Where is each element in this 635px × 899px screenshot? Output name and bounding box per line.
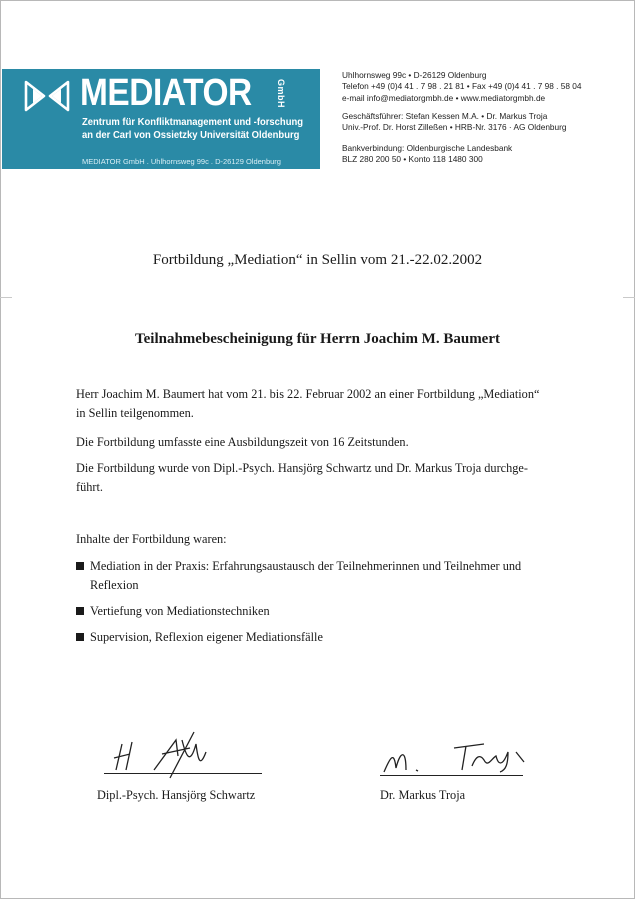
bank-line: Bankverbindung: Oldenburgische Landesbank (342, 143, 513, 153)
square-bullet-icon (76, 633, 84, 641)
signature-line-right (380, 775, 523, 776)
phone-fax-line: Telefon +49 (0)4 41 . 7 98 . 21 81 • Fax +49 (0)4 41 . 7 98 . 58 04 (342, 81, 582, 92)
square-bullet-icon (76, 562, 84, 570)
management-block (342, 111, 567, 134)
paragraph-trainers (76, 459, 586, 497)
tagline-line-2: an der Carl von Ossietzky Universität Oldenburg (82, 128, 300, 141)
fold-mark-right (623, 297, 635, 298)
event-title: Fortbildung „Mediation“ in Sellin vom 21.-22.02.2002 (152, 252, 483, 268)
bank-block (342, 143, 512, 166)
paragraph-participation (76, 385, 586, 423)
brand-suffix: GmbH (276, 79, 286, 108)
list-item-text: Mediation in der Praxis: Erfahrungsaustausch der Teilnehmerinnen und Teilnehmer und (90, 559, 522, 573)
contents-list (76, 557, 576, 654)
list-item (76, 602, 576, 621)
signatory-left: Dipl.-Psych. Hansjörg Schwartz (97, 788, 256, 802)
list-item-text: Vertiefung von Mediationstechniken (90, 604, 270, 618)
address-block (342, 70, 582, 104)
fold-mark-left (0, 297, 12, 298)
signatory-right: Dr. Markus Troja (380, 788, 466, 802)
list-item (76, 557, 576, 595)
address-line: Uhlhornsweg 99c • D-26129 Oldenburg (342, 70, 487, 80)
paragraph-line: Die Fortbildung wurde von Dipl.-Psych. Hansjörg Schwartz und Dr. Markus Troja durchge- (76, 461, 528, 475)
signature-line-left (104, 773, 262, 774)
list-item-text: Reflexion (90, 578, 139, 592)
registry-line: Univ.-Prof. Dr. Horst Zilleßen • HRB-Nr. 3176 · AG Oldenburg (342, 122, 567, 133)
mediator-logo-icon (24, 79, 70, 113)
square-bullet-icon (76, 607, 84, 615)
list-item (76, 628, 576, 647)
email-web-line: e-mail info@mediatorgmbh.de • www.mediatorgmbh.de (342, 92, 546, 103)
account-line: BLZ 280 200 50 • Konto 118 1480 300 (342, 154, 483, 165)
management-line: Geschäftsführer: Stefan Kessen M.A. • Dr. Markus Troja (342, 111, 548, 121)
letterhead-banner (2, 69, 320, 169)
contents-heading: Inhalte der Fortbildung waren: (76, 532, 227, 546)
paragraph-line: in Sellin teilgenommen. (76, 406, 194, 420)
list-item-text: Supervision, Reflexion eigener Mediationsfälle (90, 630, 323, 644)
paragraph-line: Herr Joachim M. Baumert hat vom 21. bis 22. Februar 2002 an einer Fortbildung „Mediation“ (76, 387, 540, 401)
certificate-title: Teilnahmebescheinigung für Herrn Joachim M. Baumert (135, 331, 500, 347)
tagline (82, 116, 303, 141)
brand-name: MEDIATOR (80, 72, 252, 114)
paragraph-duration: Die Fortbildung umfasste eine Ausbildungszeit von 16 Zeitstunden. (76, 435, 409, 449)
banner-footer: MEDIATOR GmbH . Uhlhornsweg 99c . D-26129 Oldenburg (82, 157, 281, 166)
paragraph-line: führt. (76, 480, 103, 494)
tagline-line-1: Zentrum für Konfliktmanagement und -forschung (82, 116, 304, 128)
signature-troja (380, 738, 530, 778)
